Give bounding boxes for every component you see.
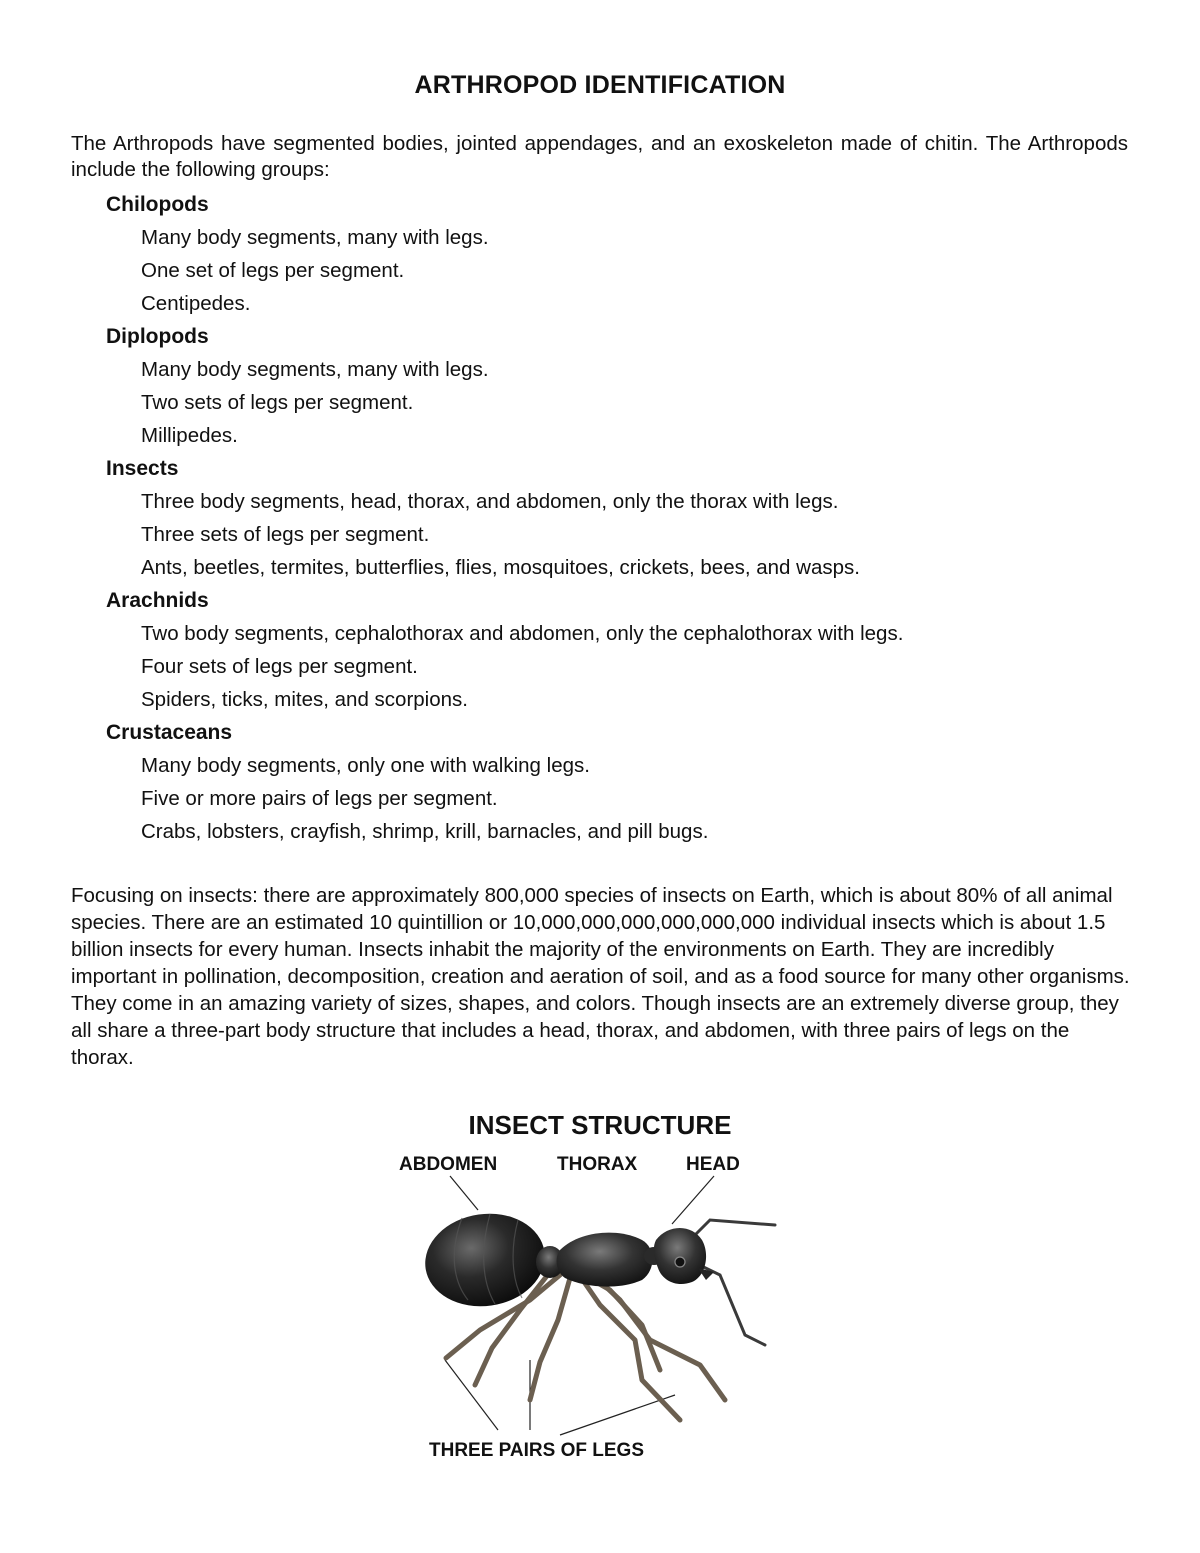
group-item: Many body segments, only one with walking legs.: [141, 754, 590, 777]
group-item: Millipedes.: [141, 424, 238, 447]
group-title: Diplopods: [106, 325, 209, 348]
group-item: Three sets of legs per segment.: [141, 523, 430, 546]
group-item: Three body segments, head, thorax, and abdomen, only the thorax with legs.: [141, 490, 839, 513]
page-title: ARTHROPOD IDENTIFICATION: [414, 71, 786, 99]
arthropod-groups-list: [71, 188, 1171, 848]
head-label: HEAD: [686, 1154, 740, 1175]
group-crustaceans: [71, 716, 1171, 848]
group-title: Arachnids: [106, 589, 209, 612]
thorax-shape: [557, 1233, 653, 1287]
insect-structure-figure: [380, 1100, 820, 1500]
abdomen-label: ABDOMEN: [399, 1154, 498, 1175]
group-title: Chilopods: [106, 193, 209, 216]
group-item: Crabs, lobsters, crayfish, shrimp, krill, barnacles, and pill bugs.: [141, 820, 709, 843]
insects-paragraph: Focusing on insects: there are approximately 800,000 species of insects on Earth, which is about 80% of all animal species. There are an estimated 10 quintillion or 10,000,000,000,000,000,000 individual insects which is about 1.5 billion insects for every human. Insects inhabit the majority of the environments on Earth. They are incredibly important in pollination, decomposition, creation and aeration of soil, and as a food source for many other organisms. They come in an amazing variety of sizes, shapes, and colors. Though insects are an extremely diverse group, they all share a three-part body structure that includes a head, thorax, and abdomen, with three pairs of legs on the thorax.: [71, 884, 1130, 1069]
thorax-label: THORAX: [557, 1154, 638, 1175]
group-title: Insects: [106, 457, 179, 480]
group-item: Four sets of legs per segment.: [141, 655, 418, 678]
group-item: Many body segments, many with legs.: [141, 226, 489, 249]
group-item: Two body segments, cephalothorax and abdomen, only the cephalothorax with legs.: [141, 622, 904, 645]
intro-paragraph: The Arthropods have segmented bodies, jointed appendages, and an exoskeleton made of chitin. The Arthropods include the following groups:: [71, 132, 1128, 181]
group-chilopods: [71, 188, 1171, 320]
group-insects: [71, 452, 1171, 584]
group-item: Ants, beetles, termites, butterflies, flies, mosquitoes, crickets, bees, and wasps.: [141, 556, 860, 579]
ant-illustration: [380, 1100, 820, 1500]
head-shape: [654, 1228, 706, 1284]
group-diplopods: [71, 320, 1171, 452]
group-title: Crustaceans: [106, 721, 233, 744]
group-item: Centipedes.: [141, 292, 251, 315]
group-item: One set of legs per segment.: [141, 259, 405, 282]
group-arachnids: [71, 584, 1171, 716]
figure-title: INSECT STRUCTURE: [468, 1110, 732, 1140]
group-item: Five or more pairs of legs per segment.: [141, 787, 498, 810]
legs-label: THREE PAIRS OF LEGS: [429, 1440, 645, 1461]
eye-shape: [675, 1257, 685, 1267]
group-item: Many body segments, many with legs.: [141, 358, 489, 381]
group-item: Two sets of legs per segment.: [141, 391, 414, 414]
group-item: Spiders, ticks, mites, and scorpions.: [141, 688, 468, 711]
